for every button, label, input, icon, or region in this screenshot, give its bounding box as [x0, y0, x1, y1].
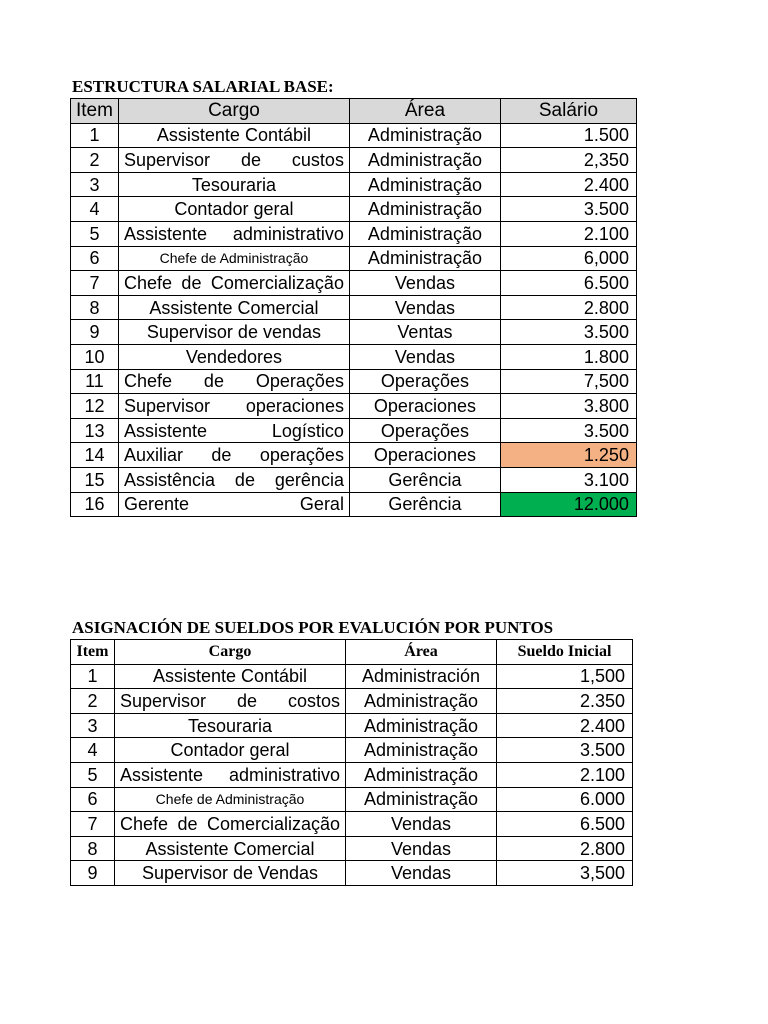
item-cell: 8 [71, 836, 115, 861]
item-cell: 3 [71, 172, 119, 197]
salary-cell: 12.000 [500, 492, 636, 517]
header-initial-salary: Sueldo Inicial [497, 640, 633, 665]
cargo-cell: Supervisor de vendas [118, 320, 349, 345]
cargo-cell: Supervisor operaciones [118, 394, 349, 419]
cargo-cell: Assistente administrativo [118, 221, 349, 246]
salary-cell: 1.250 [500, 443, 636, 468]
item-cell: 7 [71, 271, 119, 296]
item-cell: 3 [71, 713, 115, 738]
salary-cell: 1.800 [500, 344, 636, 369]
cargo-cell: Contador geral [115, 738, 346, 763]
salary-cell: 7,500 [500, 369, 636, 394]
cargo-cell: Assistência de gerência [118, 467, 349, 492]
cargo-cell: Assistente Comercial [118, 295, 349, 320]
cargo-cell: Supervisor de costos [115, 689, 346, 714]
area-cell: Gerência [349, 467, 500, 492]
table-row [71, 221, 637, 246]
salary-cell: 2.400 [497, 713, 633, 738]
item-cell: 12 [71, 394, 119, 419]
area-cell: Vendas [346, 836, 497, 861]
item-cell: 6 [71, 246, 119, 271]
item-cell: 4 [71, 197, 119, 222]
item-cell: 4 [71, 738, 115, 763]
salary-structure-table [70, 98, 637, 517]
table-row [71, 738, 633, 763]
cargo-cell: Contador geral [118, 197, 349, 222]
area-cell: Operações [349, 418, 500, 443]
table-row [71, 369, 637, 394]
cargo-cell: Chefe de Comercialização [118, 271, 349, 296]
cargo-cell: Chefe de Administração [115, 787, 346, 812]
salary-cell: 2.100 [497, 762, 633, 787]
salary-structure-title: ESTRUCTURA SALARIAL BASE: [72, 77, 334, 96]
cargo-cell: Assistente Logístico [118, 418, 349, 443]
area-cell: Administração [346, 762, 497, 787]
item-cell: 14 [71, 443, 119, 468]
table-row [71, 664, 633, 689]
cargo-cell: Chefe de Administração [118, 246, 349, 271]
cargo-cell: Assistente Contábil [118, 123, 349, 148]
cargo-cell: Assistente administrativo [115, 762, 346, 787]
area-cell: Administração [346, 689, 497, 714]
header-row [71, 640, 633, 665]
table-row [71, 320, 637, 345]
cargo-cell: Auxiliar de operações [118, 443, 349, 468]
area-cell: Administração [349, 148, 500, 173]
salary-cell: 3.500 [500, 320, 636, 345]
area-cell: Vendas [349, 344, 500, 369]
item-cell: 10 [71, 344, 119, 369]
header-cargo: Cargo [115, 640, 346, 665]
item-cell: 2 [71, 148, 119, 173]
item-cell: 13 [71, 418, 119, 443]
item-cell: 8 [71, 295, 119, 320]
table-row [71, 762, 633, 787]
table-row [71, 861, 633, 886]
item-cell: 6 [71, 787, 115, 812]
salary-cell: 3.100 [500, 467, 636, 492]
cargo-cell: Chefe de Comercialização [115, 812, 346, 837]
salary-cell: 6.500 [500, 271, 636, 296]
table-row [71, 713, 633, 738]
area-cell: Operações [349, 369, 500, 394]
cargo-cell: Supervisor de custos [118, 148, 349, 173]
salary-assignment-title: ASIGNACIÓN DE SUELDOS POR EVALUCIÓN POR PUNTOS [72, 618, 554, 637]
salary-cell: 6.500 [497, 812, 633, 837]
item-cell: 9 [71, 320, 119, 345]
table-row [71, 197, 637, 222]
area-cell: Vendas [346, 812, 497, 837]
table-row [71, 123, 637, 148]
cargo-cell: Supervisor de Vendas [115, 861, 346, 886]
salary-cell: 2.400 [500, 172, 636, 197]
table-row [71, 689, 633, 714]
table-row [71, 467, 637, 492]
salary-cell: 6,000 [500, 246, 636, 271]
table-row [71, 812, 633, 837]
header-item: Item [71, 99, 119, 124]
area-cell: Operaciones [349, 443, 500, 468]
area-cell: Administração [349, 172, 500, 197]
area-cell: Administração [349, 221, 500, 246]
item-cell: 16 [71, 492, 119, 517]
table-row [71, 172, 637, 197]
salary-cell: 2,350 [500, 148, 636, 173]
salary-cell: 1.500 [500, 123, 636, 148]
area-cell: Administração [346, 787, 497, 812]
item-cell: 2 [71, 689, 115, 714]
salary-cell: 3.500 [500, 197, 636, 222]
cargo-cell: Vendedores [118, 344, 349, 369]
cargo-cell: Gerente Geral [118, 492, 349, 517]
salary-cell: 2.100 [500, 221, 636, 246]
salary-cell: 2.800 [497, 836, 633, 861]
cargo-cell: Tesouraria [118, 172, 349, 197]
table-row [71, 836, 633, 861]
table-row [71, 418, 637, 443]
area-cell: Gerência [349, 492, 500, 517]
area-cell: Vendas [349, 271, 500, 296]
area-cell: Vendas [349, 295, 500, 320]
cargo-cell: Assistente Contábil [115, 664, 346, 689]
area-cell: Operaciones [349, 394, 500, 419]
header-item: Item [71, 640, 115, 665]
salary-assignment-table [70, 639, 633, 886]
table-row [71, 492, 637, 517]
cargo-cell: Assistente Comercial [115, 836, 346, 861]
cargo-cell: Tesouraria [115, 713, 346, 738]
table-row [71, 271, 637, 296]
area-cell: Administração [349, 246, 500, 271]
area-cell: Administração [346, 738, 497, 763]
table-row [71, 344, 637, 369]
salary-cell: 2.350 [497, 689, 633, 714]
table-row [71, 148, 637, 173]
area-cell: Vendas [346, 861, 497, 886]
table-row [71, 787, 633, 812]
header-row [71, 99, 637, 124]
cargo-cell: Chefe de Operações [118, 369, 349, 394]
item-cell: 1 [71, 123, 119, 148]
area-cell: Administração [349, 123, 500, 148]
salary-cell: 3,500 [497, 861, 633, 886]
item-cell: 11 [71, 369, 119, 394]
item-cell: 5 [71, 762, 115, 787]
salary-cell: 1,500 [497, 664, 633, 689]
area-cell: Ventas [349, 320, 500, 345]
header-salary: Salário [500, 99, 636, 124]
item-cell: 9 [71, 861, 115, 886]
area-cell: Administração [349, 197, 500, 222]
item-cell: 7 [71, 812, 115, 837]
table-row [71, 295, 637, 320]
area-cell: Administración [346, 664, 497, 689]
table-row [71, 246, 637, 271]
salary-cell: 2.800 [500, 295, 636, 320]
salary-cell: 3.800 [500, 394, 636, 419]
area-cell: Administração [346, 713, 497, 738]
item-cell: 15 [71, 467, 119, 492]
table-row [71, 394, 637, 419]
header-area: Área [346, 640, 497, 665]
table-row [71, 443, 637, 468]
salary-cell: 3.500 [500, 418, 636, 443]
header-cargo: Cargo [118, 99, 349, 124]
item-cell: 5 [71, 221, 119, 246]
item-cell: 1 [71, 664, 115, 689]
header-area: Área [349, 99, 500, 124]
salary-cell: 3.500 [497, 738, 633, 763]
salary-cell: 6.000 [497, 787, 633, 812]
